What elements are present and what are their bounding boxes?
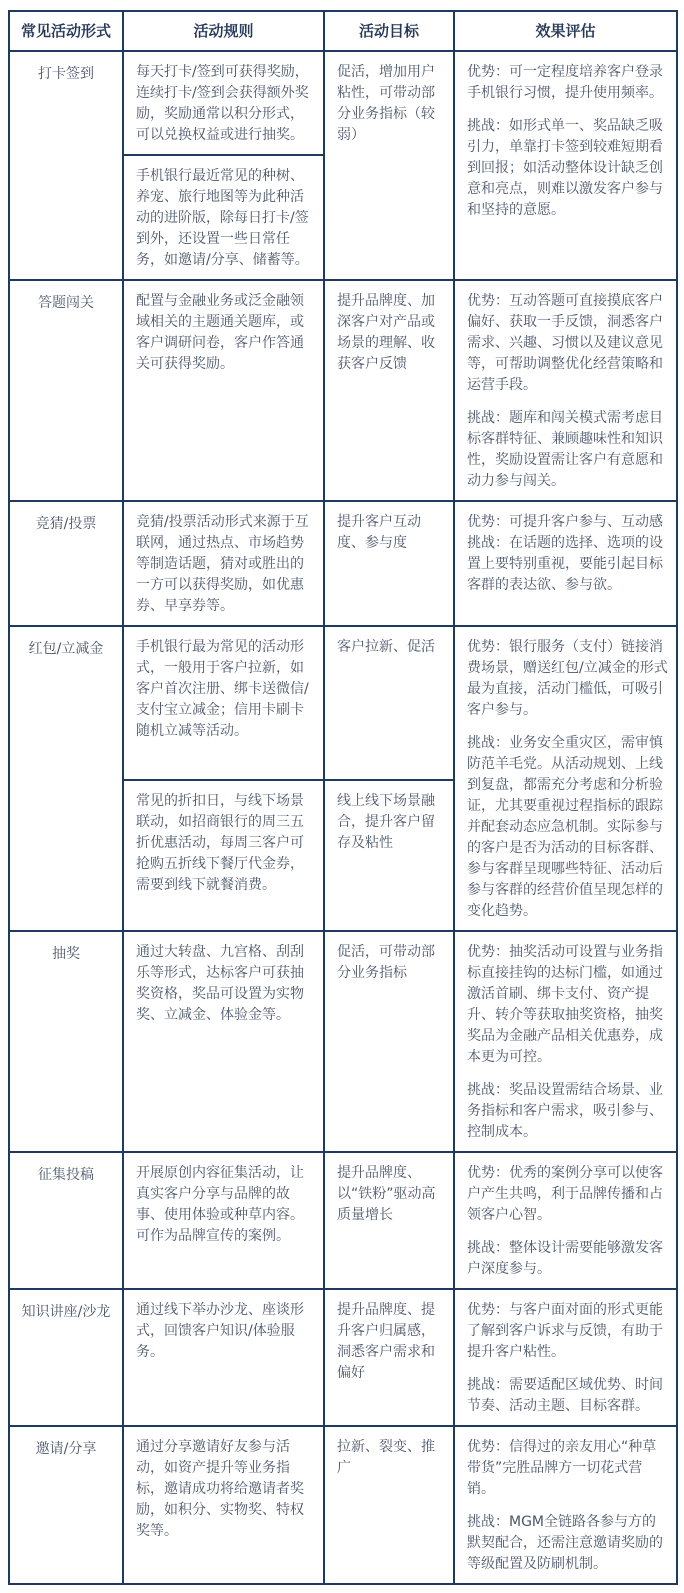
activity-form-cell: 打卡签到	[9, 51, 123, 280]
effects-cell	[454, 501, 677, 626]
effects-cell	[454, 931, 677, 1152]
row-lottery	[9, 931, 677, 1152]
activity-form-cell: 红包/立减金	[9, 626, 123, 931]
goals-cell: 线上线下场景融合，提升客户留存及粘性	[324, 780, 454, 931]
goals-cell: 客户拉新、促活	[324, 626, 454, 780]
goals-cell: 提升品牌度、提升客户归属感，洞悉客户需求和偏好	[324, 1289, 454, 1426]
goals-cell: 提升品牌度、加深客户对产品或场景的理解、收获客户反馈	[324, 280, 454, 501]
challenge-text: 挑战：题库和闯关模式需考虑目标客群特征、兼顾趣味性和知识性，奖励设置需让客户有意愿和动力参与闯关。	[467, 410, 663, 489]
effects-cell	[454, 51, 677, 280]
challenge-text: 挑战：MGM全链路各参与方的默契配合，还需注意邀请奖励的等级配置及防刷机制。	[467, 1514, 663, 1572]
challenge-text: 挑战：在话题的选择、选项的设置上要特别重视，要能引起目标客群的表达欲、参与欲。	[467, 535, 663, 593]
effects-cell	[454, 1426, 677, 1584]
rules-cell: 通过线下举办沙龙、座谈形式，回馈客户知识/体验服务。	[123, 1289, 324, 1426]
row-content-collection	[9, 1152, 677, 1289]
goals-cell: 促活，增加用户粘性，可带动部分业务指标（较弱）	[324, 51, 454, 280]
goals-cell: 提升客户互动度、参与度	[324, 501, 454, 626]
col-header-activity-rules: 活动规则	[123, 11, 324, 51]
goals-cell: 促活，可带动部分业务指标	[324, 931, 454, 1152]
activity-form-cell: 知识讲座/沙龙	[9, 1289, 123, 1426]
rules-cell: 手机银行最为常见的活动形式，一般用于客户拉新，如客户首次注册、绑卡送微信/支付宝立减金；信用卡刷卡随机立减等活动。	[123, 626, 324, 780]
col-header-activity-form: 常见活动形式	[9, 11, 123, 51]
advantage-text: 优势：优秀的案例分享可以使客户产生共鸣，利于品牌传播和占领客户心智。	[467, 1165, 663, 1223]
advantage-text: 优势：银行服务（支付）链接消费场景，赠送红包/立减金的形式最为直接，活动门槛低，可吸引客户参与。	[467, 639, 668, 718]
row-quiz	[9, 280, 677, 501]
rules-cell: 常见的折扣日，与线下场景联动，如招商银行的周三五折优惠活动，每周三客户可抢购五折线下餐厅代金券，需要到线下就餐消费。	[123, 780, 324, 931]
row-guess-vote	[9, 501, 677, 626]
header-row	[9, 11, 677, 51]
effects-cell	[454, 1289, 677, 1426]
advantage-text: 优势：互动答题可直接摸底客户偏好、获取一手反馈，洞悉客户需求、兴趣、习惯以及建议意见等，可帮助调整优化经营策略和运营手段。	[467, 293, 663, 393]
activity-form-cell: 答题闯关	[9, 280, 123, 501]
col-header-activity-goals: 活动目标	[324, 11, 454, 51]
effects-cell	[454, 1152, 677, 1289]
challenge-text: 挑战：业务安全重灾区，需审慎防范羊毛党。从活动规划、上线到复盘，都需充分考虑和分析验证，尤其要重视过程指标的跟踪并配套动态应急机制。实际参与的客户是否为活动的目标客群、参与客群呈现哪些特征、活动后参与客群的经营价值呈现怎样的变化趋势。	[467, 735, 663, 919]
advantage-text: 优势：抽奖活动可设置与业务指标直接挂钩的达标门槛，如通过激活首刷、绑卡支付、资产提升、转介等获取抽奖资格，抽奖奖品为金融产品相关优惠券，成本更为可控。	[467, 944, 663, 1065]
challenge-text: 挑战：如形式单一、奖品缺乏吸引力，单靠打卡签到较难短期看到回报；如活动整体设计缺乏创意和亮点，则难以激发客户参与和坚持的意愿。	[467, 118, 663, 218]
rules-cell: 配置与金融业务或泛金融领域相关的主题通关题库，或客户调研问卷，客户作答通关可获得奖励。	[123, 280, 324, 501]
row-invite-share	[9, 1426, 677, 1584]
rules-cell: 开展原创内容征集活动，让真实客户分享与品牌的故事、使用体验或种草内容。可作为品牌宣传的案例。	[123, 1152, 324, 1289]
challenge-text: 挑战：奖品设置需结合场景、业务指标和客户需求，吸引参与、控制成本。	[467, 1082, 663, 1140]
row-lecture-salon	[9, 1289, 677, 1426]
activity-forms-table	[8, 10, 678, 1585]
advantage-text: 优势：可一定程度培养客户登录手机银行习惯，提升使用频率。	[467, 64, 663, 101]
goals-cell: 提升品牌度、以“铁粉”驱动高质量增长	[324, 1152, 454, 1289]
row-redpacket	[9, 626, 677, 780]
activity-form-cell: 竞猜/投票	[9, 501, 123, 626]
activity-form-cell: 抽奖	[9, 931, 123, 1152]
activity-form-cell: 邀请/分享	[9, 1426, 123, 1584]
effects-cell	[454, 626, 677, 931]
advantage-text: 优势：信得过的亲友用心“种草带货”完胜品牌方一切花式营销。	[467, 1439, 657, 1497]
effects-cell	[454, 280, 677, 501]
rules-cell: 手机银行最近常见的种树、养宠、旅行地图等为此种活动的进阶版，除每日打卡/签到外，还设置一些日常任务，如邀请/分享、储蓄等。	[123, 155, 324, 280]
row-checkin	[9, 51, 677, 155]
activity-form-cell: 征集投稿	[9, 1152, 123, 1289]
col-header-effect-evaluation: 效果评估	[454, 11, 677, 51]
rules-cell: 通过大转盘、九宫格、刮刮乐等形式，达标客户可获抽奖资格，奖品可设置为实物奖、立减金、体验金等。	[123, 931, 324, 1152]
advantage-text: 优势：可提升客户参与、互动感	[467, 514, 663, 530]
goals-cell: 拉新、裂变、推广	[324, 1426, 454, 1584]
advantage-text: 优势：与客户面对面的形式更能了解到客户诉求与反馈，有助于提升客户粘性。	[467, 1302, 663, 1360]
rules-cell: 竞猜/投票活动形式来源于互联网，通过热点、市场趋势等制造话题，猜对或胜出的一方可以获得奖励，如优惠券、早享券等。	[123, 501, 324, 626]
challenge-text: 挑战：整体设计需要能够激发客户深度参与。	[467, 1240, 663, 1277]
challenge-text: 挑战：需要适配区域优势、时间节奏、活动主题、目标客群。	[467, 1377, 663, 1414]
rules-cell: 通过分享邀请好友参与活动，如资产提升等业务指标，邀请成功将给邀请者奖励，如积分、实物奖、特权奖等。	[123, 1426, 324, 1584]
rules-cell: 每天打卡/签到可获得奖励，连续打卡/签到会获得额外奖励，奖励通常以积分形式，可以兑换权益或进行抽奖。	[123, 51, 324, 155]
